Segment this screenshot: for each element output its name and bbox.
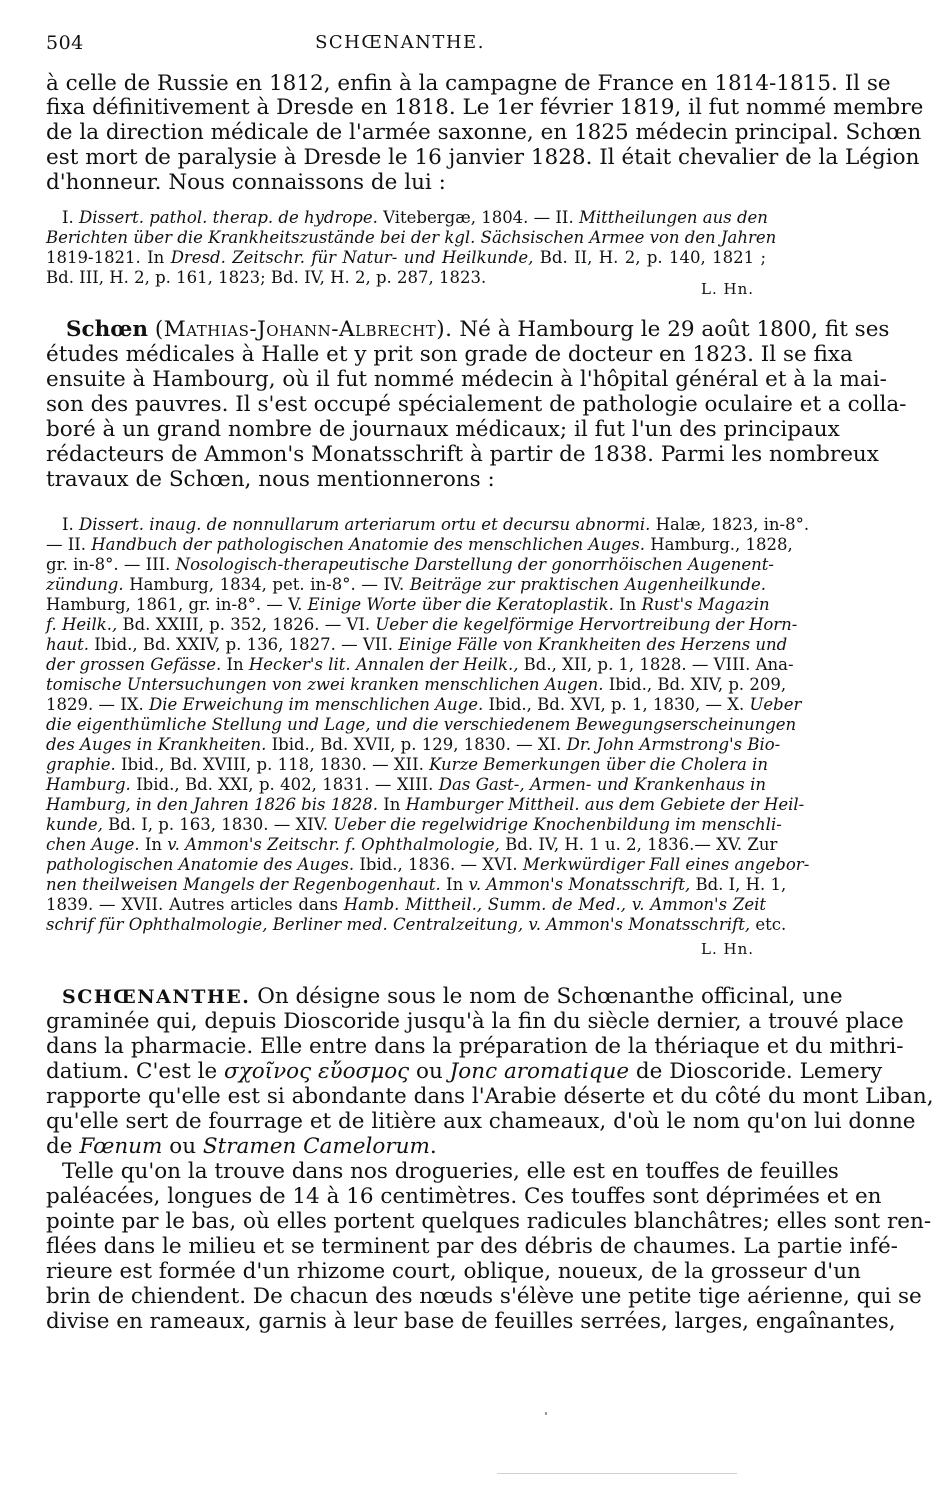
italic-span: Ueber die regelwidrige Knochenbildung im menschli- [333,815,782,834]
biblio-line [46,535,793,555]
text-line: boré à un grand nombre de journaux médicaux; il fut l'un des principaux [46,417,840,442]
biblio-line [46,715,797,735]
text-line: d'honneur. Nous connaissons de lui : [46,170,446,195]
biblio-line [62,208,766,228]
italic-span: Fœnum [79,1134,163,1159]
italic-span: Einige Fälle von Krankheiten des Herzens und [398,635,788,654]
italic-span: zündung. [46,575,124,594]
text-span: Ibid., 1836. — XVI. [354,855,523,874]
text-span: Halæ, 1823, in-8°. [650,515,810,534]
biblio-line [46,795,805,815]
text-line: brin de chiendent. De chacun des nœuds s'élève une petite tige aérienne, qui se [46,1284,922,1309]
biblio-line [46,895,766,915]
text-span: fixa définitivement à Dresde en 1818. Le 1er février 1819, il fut nommé membre [46,95,924,120]
biblio-line [46,755,766,775]
biblio-line [46,595,770,615]
biblio-line [46,635,788,655]
text-line: rieure est formée d'un rhizome court, oblique, noueux, de la grosseur d'un [46,1259,861,1284]
text-span: Hamburg, 1834, pet. in-8°. — IV. [123,575,410,594]
text-line: études médicales à Halle et y prit son grade de docteur en 1823. Il se fixa [46,342,853,367]
italic-span: v. Ammon's Zeitschr. f. Ophthalmologie, [167,835,500,854]
italic-span: Beiträge zur praktischen Augenheilkunde. [409,575,766,594]
italic-span: Mittheilungen aus den [578,208,768,227]
text-span: In [221,655,249,674]
text-span: Bd. IV, H. 1 u. 2, 1836.— XV. Zur [499,835,778,854]
text-line: flées dans le milieu et se terminent par des débris de chaumes. La partie infé- [46,1234,898,1259]
italic-span: Jonc aromatique [449,1059,630,1084]
text-line: divise en rameaux, garnis à leur base de feuilles serrées, larges, engaînantes, [46,1309,896,1334]
text-line: pointe par le bas, où elles portent quelques radicules blanchâtres; elles sont ren- [46,1209,932,1234]
biblio-line [62,515,810,535]
italic-span: σχοῖνος εὔοσμος [224,1059,410,1084]
italic-span: f. Heilk., [46,615,118,634]
text-span: etc. [750,915,787,934]
biblio-line [46,875,787,895]
italic-span: die eigenthümliche Stellung und Lage, und die verschiedenem Bewegungserscheinungen [46,715,797,734]
italic-span: Hamb. Mittheil., Summ. de Med., v. Ammon's Zeit [343,895,766,914]
text-span: 1839. — XVII. Autres articles dans [46,895,344,914]
italic-span: v. Ammon's Monatsschrift, [468,875,691,894]
text-span: Bd. III, H. 2, p. 161, 1823; Bd. IV, H. 2, p. 287, 1823. [46,268,487,287]
italic-span: haut. [46,635,89,654]
biblio-line [46,228,777,248]
italic-span: schrif für Ophthalmologie, Berliner med. Centralzeitung, v. Ammon's Monatsschrift, [46,915,751,934]
text-span: On désigne sous le nom de Schœnanthe officinal, une [250,984,843,1009]
italic-span: Dissert. pathol. therap. de hydrope. [79,208,378,227]
article-first-line [62,984,843,1009]
italic-span: graphie. [46,755,116,774]
text-line: à celle de Russie en 1812, enfin à la campagne de France en 1814-1815. Il se [46,71,891,96]
text-span: In [440,875,469,894]
text-span: Hamburg, 1861, gr. in-8°. — V. [46,595,308,614]
text-line: qu'elle sert de fourrage et de litière aux chameaux, d'où le nom qu'on lui donne [46,1109,916,1134]
text-line: Telle qu'on la trouve dans nos drogueries, elle est en touffes de feuilles [62,1159,839,1184]
article-first-line [66,317,890,342]
italic-span: Einige Worte über die Keratoplastik. [307,595,614,614]
person-name: (Mathias-Johann-Albrecht). [154,317,453,342]
text-span: gr. in-8°. — III. [46,555,176,574]
text-span: In [139,835,168,854]
text-line: de Fœnum ou Stramen Camelorum. [46,1134,437,1159]
text-line: travaux de Schœn, nous mentionnerons : [46,467,495,492]
biblio-line [46,835,778,855]
text-span: In [613,595,642,614]
text-line: ensuite à Hambourg, où il fut nommé médecin à l'hôpital général et à la mai- [46,367,887,392]
text-span: Ibid., Bd. XIV, p. 209, [603,675,787,694]
text-line: datium. C'est le σχοῖνος εὔοσμος ou Jonc aromatique de Dioscoride. Lemery [46,1059,883,1084]
italic-span: Dr. John Armstrong's Bio- [566,735,781,754]
italic-span: Nosologisch-therapeutische Darstellung der gonorrhöischen Augenent- [175,555,774,574]
text-span: Hamburg., 1828, [645,535,793,554]
text-line: dans la pharmacie. Elle entre dans la préparation de la thériaque et du mithri- [46,1034,904,1059]
text-span: Né à Hambourg le 29 août 1800, fit ses [452,317,890,342]
biblio-line [46,735,781,755]
italic-span: Das Gast-, Armen- und Krankenhaus in [438,775,766,794]
text-span: Ibid., Bd. XXI, p. 402, 1831. — XIII. [130,775,439,794]
text-span: Bd. I, p. 163, 1830. — XIV. [102,815,334,834]
italic-span: Ueber [749,695,802,714]
italic-span: Hamburger Mittheil. aus dem Gebiete der Heil- [405,795,805,814]
italic-span: Handbuch der pathologischen Anatomie des menschlichen Auges. [91,535,645,554]
text-span: In [377,795,406,814]
biblio-line [46,695,802,715]
biblio-line [46,675,787,695]
text-span: Ibid., Bd. XXIV, p. 136, 1827. — VII. [88,635,399,654]
text-line [46,95,924,120]
scan-speck [545,1412,547,1415]
text-line: paléacées, longues de 14 à 16 centimètres. Ces touffes sont déprimées et en [46,1184,882,1209]
italic-span: Berichten über die Krankheitszustände bei der kgl. Sächsischen Armee von den Jahren [46,228,777,247]
headword: SCHŒNANTHE. [62,986,251,1008]
italic-span: der grossen Gefässe. [46,655,222,674]
biblio-line [46,855,810,875]
biblio-line [46,815,782,835]
italic-span: Dissert. inaug. de nonnullarum arteriarum ortu et decursu abnormi. [79,515,651,534]
text-span: Bd. XXIII, p. 352, 1826. — VI. [117,615,376,634]
italic-span: Ueber die kegelförmige Hervortreibung der Horn- [375,615,798,634]
italic-span: Stramen Camelorum [202,1134,430,1159]
italic-span: nen theilweisen Mangels der Regenbogenhaut. [46,875,441,894]
italic-span: pathologischen Anatomie des Auges. [46,855,355,874]
italic-span: Merkwürdiger Fall eines angebor- [522,855,810,874]
signature: L. Hn. [700,940,754,958]
text-span: Bd. II, H. 2, p. 140, 1821 ; [533,248,767,267]
biblio-line [46,268,766,288]
page-number: 504 [46,32,84,54]
biblio-line [46,915,787,935]
italic-span: Hamburg. [46,775,131,794]
text-span: Bd. I, H. 1, [690,875,787,894]
text-span: I. [62,208,80,227]
italic-span: tomische Untersuchungen von zwei kranken menschlichen Augen. [46,675,604,694]
italic-span: des Auges in Krankheiten. [46,735,267,754]
text-span: I. [62,515,80,534]
biblio-line [46,615,798,635]
biblio-line [46,775,766,795]
signature: L. Hn. [700,280,754,298]
text-line: rapporte qu'elle est si abondante dans l'Arabie déserte et du côté du mont Liban, [46,1084,934,1109]
italic-span: Die Erweichung im menschlichen Auge. [148,695,484,714]
italic-span: kunde, [46,815,103,834]
text-line: de la direction médicale de l'armée saxonne, en 1825 médecin principal. Schœn [46,120,922,145]
biblio-line [46,575,766,595]
text-line: est mort de paralysie à Dresde le 16 janvier 1828. Il était chevalier de la Légion [46,145,920,170]
italic-span: Kurze Bemerkungen über die Cholera in [429,755,768,774]
running-title: SCHŒNANTHE. [315,32,485,53]
text-span: — II. [46,535,92,554]
text-span: Vitebergæ, 1804. — II. [377,208,579,227]
text-span: 1819-1821. In [46,248,171,267]
text-line: graminée qui, depuis Dioscoride jusqu'à la fin du siècle dernier, a trouvé place [46,1009,904,1034]
text-span: Ibid., Bd. XVI, p. 1, 1830, — X. [483,695,750,714]
italic-span: chen Auge. [46,835,140,854]
headword: Schœn [66,317,148,342]
text-span: Bd., XII, p. 1, 1828. — VIII. Ana- [518,655,794,674]
text-span: 1829. — IX. [46,695,149,714]
biblio-line [46,655,794,675]
biblio-line [46,248,766,268]
italic-span: Rust's Magazin [641,595,770,614]
text-line: rédacteurs de Ammon's Monatsschrift à partir de 1838. Parmi les nombreux [46,442,879,467]
italic-span: Hecker's lit. Annalen der Heilk., [248,655,519,674]
text-span: Ibid., Bd. XVII, p. 129, 1830. — XI. [266,735,567,754]
italic-span: Hamburg, in den Jahren 1826 bis 1828. [46,795,378,814]
text-line: son des pauvres. Il s'est occupé spécialement de pathologie oculaire et a colla- [46,392,907,417]
italic-span: Dresd. Zeitschr. für Natur- und Heilkunde, [170,248,534,267]
page-header [46,32,754,58]
scan-bleed-line [497,1473,737,1474]
biblio-line [46,555,774,575]
text-span: Ibid., Bd. XVIII, p. 118, 1830. — XII. [115,755,430,774]
